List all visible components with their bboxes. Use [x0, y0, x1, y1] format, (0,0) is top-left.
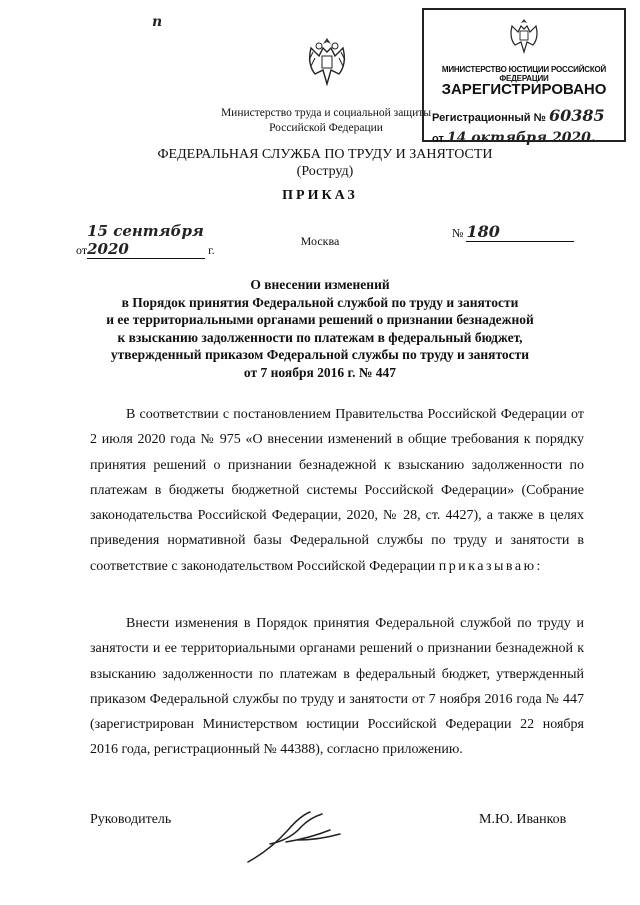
title-line: О внесении изменений: [250, 277, 390, 292]
paragraph-1-text: [90, 402, 584, 579]
order-date-value: 15 сентября 2020: [87, 222, 204, 258]
order-title: [80, 276, 560, 381]
order-date: [76, 222, 215, 259]
agency-name: ФЕДЕРАЛЬНАЯ СЛУЖБА ПО ТРУДУ И ЗАНЯТОСТИ: [157, 147, 493, 162]
title-line: и ее территориальными органами решений о признании безнадежной: [106, 312, 534, 327]
body-paragraph-1: [90, 402, 584, 579]
title-line: в Порядок принятия Федеральной службой по труду и занятости: [121, 294, 519, 310]
order-number-value: 180: [466, 222, 574, 242]
stamp-emblem-icon: [508, 16, 540, 54]
paragraph-2-text: Внести изменения в Порядок принятия Федеральной службой по труду и занятости и ее территориальными органами решений о признании безнадежной к взысканию задолженности по платежам в федеральный бюджет, утвержденный приказом Федеральной службы по труду и занятости от 7 ноября 2016 года № 447 (зарегистрирован Министерством юстиции Российской Федерации 22 ноября 2016 года, регистрационный № 44388), согласно приложению.: [90, 616, 584, 758]
coat-of-arms-icon: [305, 34, 349, 90]
stamp-date-line: [432, 130, 596, 146]
order-number-prefix: №: [452, 226, 464, 240]
order-city: Москва: [300, 234, 340, 248]
stamp-status: ЗАРЕГИСТРИРОВАНО: [441, 81, 607, 98]
agency-header: [140, 146, 510, 180]
document-type: ПРИКАЗ: [282, 188, 358, 203]
title-line: от 7 ноября 2016 г. № 447: [243, 364, 397, 380]
ministry-line-1: Министерство труда и социальной защиты: [220, 107, 432, 119]
paragraph-1-body: В соответствии с постановлением Правительства Российской Федерации от 2 июля 2020 года № 975 «О внесении изменений в общие требования к порядку принятия решений о признании безнадежной к взысканию задолженности по платежам в бюджеты бюджетной системы Российской Федерации» (Собрание законодательства Российской Федерации, 2020, № 28, ст. 4427), а также в целях приведения нормативной базы Федеральной службы по труду и занятости в соответствие с законодательством Российской Федерации: [90, 407, 584, 574]
agency-short-name: (Роструд): [296, 164, 354, 179]
stamp-reg-line: [432, 106, 605, 125]
signatory-role: Руководитель: [90, 812, 172, 827]
ministry-name: [195, 106, 457, 136]
order-date-prefix: от: [76, 243, 88, 257]
handwritten-mark: п: [152, 14, 163, 30]
registration-stamp: [422, 8, 626, 146]
title-line: утвержденный приказом Федеральной службы по труду и занятости: [110, 347, 530, 362]
stamp-date-label: от: [432, 133, 444, 145]
order-date-suffix: г.: [208, 243, 215, 257]
body-paragraph-2: [90, 611, 584, 763]
title-line: к взысканию задолженности по платежам в федеральный бюджет,: [117, 329, 523, 345]
stamp-date-value: 14 октября 2020.: [446, 130, 596, 146]
stamp-header: МИНИСТЕРСТВО ЮСТИЦИИ РОССИЙСКОЙ ФЕДЕРАЦИИ: [441, 65, 607, 83]
stamp-reg-label: Регистрационный №: [432, 112, 546, 124]
ministry-line-2: Российской Федерации: [269, 122, 383, 134]
signatory-name: М.Ю. Иванков: [479, 812, 567, 827]
stamp-reg-number: 60385: [548, 106, 605, 125]
order-number: [452, 222, 574, 242]
paragraph-1-command: приказываю:: [438, 558, 543, 574]
handwritten-signature: [240, 800, 350, 870]
